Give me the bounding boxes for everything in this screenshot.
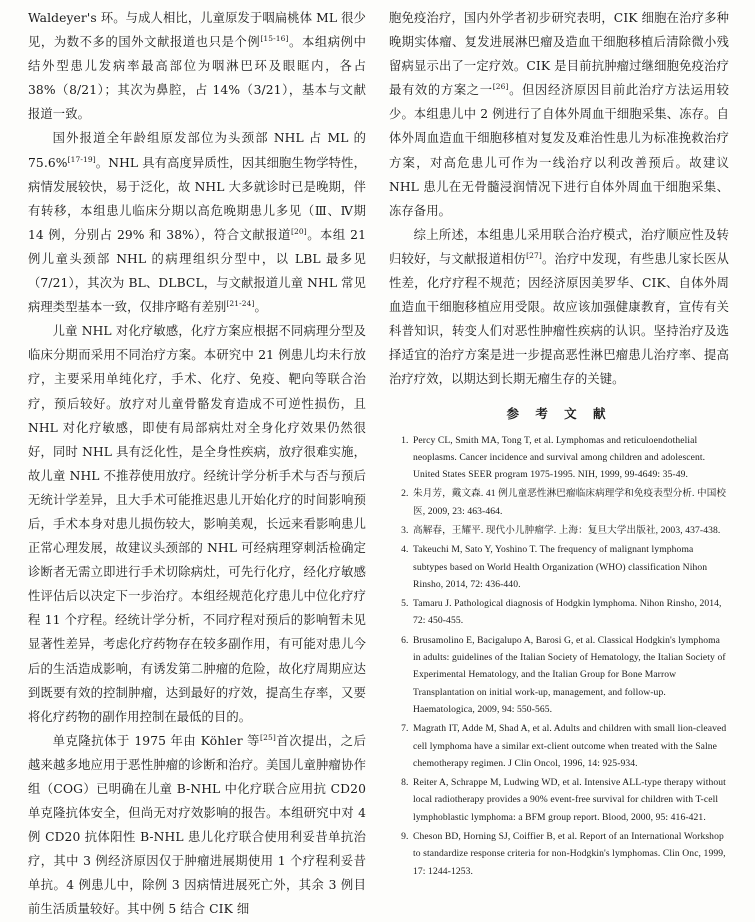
citation[interactable]: [26] (492, 82, 509, 92)
reference-item: 2. 朱月芳，戴文森. 41 例儿童恶性淋巴瘤临床病理学和免疫表型分析. 中国校医, 2009, 23: 463-464. (411, 485, 729, 520)
citation[interactable]: [27] (526, 250, 542, 260)
citation[interactable]: [21-24] (226, 299, 255, 309)
body-text: 。NHL 具有高度异质性，因其细胞生物学特性，病情发展较快，易于泛化，故 NHL 大多就诊时已是晚期，伴有转移，本组患儿临床分期以高危晚期患儿多见（Ⅲ、Ⅳ期 14 例，分别占 29% 和 38%），符合文献报道 (28, 155, 366, 242)
citation[interactable]: [20] (290, 226, 307, 236)
reference-item: 5. Tamaru J. Pathological diagnosis of Hodgkin lymphoma. Nihon Rinsho, 2014, 72: 450-455. (411, 595, 729, 630)
reference-list (389, 432, 729, 880)
body-text: 。治疗中发现，有些患儿家长医从性差，化疗疗程不规范；因经济原因美罗华、CIK、自体外周血造血干细胞移植应用受限。故应该加强健康教育，宣传有关科普知识，转变人们对恶性肿瘤性疾病的认识。坚持治疗及选择适宜的治疗方案是进一步提高恶性淋巴瘤患儿治疗率、提高治疗疗效，以期达到长期无瘤生存的关键。 (389, 251, 729, 387)
body-text: 首次提出，之后越来越多地应用于恶性肿瘤的诊断和治疗。美国儿童肿瘤协作组（COG）已明确在儿童 B-NHL 中化疗联合应用抗 CD20 单克隆抗体安全，但尚无对疗效影响的报告。本组研究中对 4 例 CD20 抗体阳性 B-NHL 患儿化疗联合使用利妥昔单抗治疗，其中 3 例经济原因仅于肿瘤进展期使用 1 个疗程利妥昔单抗。4 例患儿中，除例 3 因病情进展死亡外，其余 3 例目前生活质量较好。其中例 5 结合 CIK 细 (28, 733, 367, 917)
body-text: 。但因经济原因目前此治疗方法运用较少。本组患儿中 2 例进行了自体外周血干细胞采集、冻存。自体外周血造血干细胞移植对复发及难治性患儿为标准挽救治疗方案，对高危患儿可作为一线治疗以利改善预后。故建议 NHL 患儿在无骨髓浸润情况下进行自体外周血干细胞采集、冻存备用。 (389, 83, 729, 218)
references-heading: 参 考 文 献 (506, 405, 612, 421)
reference-item: 1. Percy CL, Smith MA, Tong T, et al. Lymphomas and reticuloendothelial neoplasms. Cancer incidence and survival among children and adolescent. United States SEER program 1975-1995. NIH, 1999, 99-4649: 35-49. (411, 432, 729, 484)
reference-item: 3. 高解春，王耀平. 现代小儿肿瘤学. 上海：复旦大学出版社, 2003, 437-438. (411, 522, 729, 539)
reference-item: 8. Reiter A, Schrappe M, Ludwing WD, et al. Intensive ALL-type therapy without local radiotherapy provides a 90% event-free survival for children with T-cell lymphoblastic lymphoma: a BFM group report. Blood, 2000, 95: 416-421. (411, 774, 729, 826)
left-column (28, 6, 366, 922)
body-text: 单克隆抗体于 1975 年由 Köhler 等 (52, 733, 261, 748)
body-text: 。 (254, 300, 267, 315)
body-text: 。本组病例中结外型患儿发病率最高部位为咽淋巴环及眼眶内，各占 38%（8/21）；其次为鼻腔，占 14%（3/21），基本与文献报道一致。 (28, 35, 366, 122)
paragraph-anatomy (28, 6, 366, 126)
body-text: Waldeyer's 环。与成人相比，儿童原发于咽扁桃体 ML 很少见，为数不多的国外文献报道也只是个例 (28, 11, 366, 50)
reference-item: 6. Brusamolino E, Bacigalupo A, Barosi G, et al. Classical Hodgkin's lymphoma in adults: guidelines of the Italian Society of Hematology, the Italian Society of Experimental Hematology, and the Italian Group for Bone Marrow Transplantation on initial work-up, management, and follow-up. Haematologica, 2009, 94: 550-565. (411, 632, 729, 718)
reference-item: 4. Takeuchi M, Sato Y, Yoshino T. The frequency of malignant lymphoma subtypes based on World Health Organization (WHO) classification Nihon Rinsho, 2014, 72: 436-440. (411, 541, 729, 593)
citation[interactable]: [17-19] (67, 154, 96, 164)
paragraph-conclusion (389, 223, 729, 392)
paragraph-staging (28, 126, 366, 319)
citation[interactable]: [25] (260, 732, 276, 742)
body-text: 国外报道全年龄组原发部位为头颈部 NHL 占 ML 的 75.6% (28, 131, 366, 170)
body-text: 。本组 21 例儿童头颈部 NHL 的病理组织分型中，以 LBL 最多见（7/21），其次为 BL、DLBCL，与文献报道儿童 NHL 常见病理类型基本一致，仅排序略有差别 (28, 227, 367, 315)
paragraph-chemotherapy: 儿童 NHL 对化疗敏感，化疗方案应根据不同病理分型及临床分期而采用不同治疗方案。本研究中 21 例患儿均未行放疗，主要采用单纯化疗，手术、化疗、免疫、靶向等联合治疗，预后较好。放疗对儿童骨骼发育造成不可逆性损伤，且 NHL 对化疗敏感，即使有局部病灶对全身化疗效果仍然很好，同时 NHL 具有泛化性，是全身性疾病，放疗很难实施，故儿童 NHL 不推荐使用放疗。经统计学分析手术与否与预后无统计学差异，且大手术可能推迟患儿开始化疗的时间影响预后，手术本身对患儿损伤较大，影响美观，长远来看影响患儿正常心理发展，故建议头颈部的 NHL 可经病理穿刺活检确定诊断者无需立即进行手术切除病灶，可先行化疗，经化疗敏感性评估后以决定下一步治疗。本组经规范化疗患儿中位化疗疗程 11 个疗程。经统计学分析，不同疗程对预后的影响暂未见显著性差异，考虑化疗药物存在较多副作用，有可能对患儿今后的生活造成影响，有诱发第二肿瘤的危险，故化疗周期应达到既要有效的控制肿瘤，达到最好的疗效，提高生存率，又要将化疗药物的副作用控制在最低的目的。 (28, 324, 366, 724)
right-column (389, 6, 729, 882)
body-text: 综上所述，本组患儿采用联合治疗模式，治疗顺应性及转归较好，与文献报道相仿 (389, 227, 729, 266)
body-text: 胞免疫治疗，国内外学者初步研究表明，CIK 细胞在治疗多种晚期实体瘤、复发进展淋巴瘤及造血干细胞移植后清除微小残留病显示出了一定疗效。CIK 是目前抗肿瘤过继细胞免疫治疗最有效的方案之一 (389, 11, 729, 98)
paragraph-antibody (28, 729, 366, 922)
reference-item: 7. Magrath IT, Adde M, Shad A, et al. Adults and children with small lion-cleaved cell lymphoma have a similar ext-client outcome when treated with the Salne chemotherapy regimen. J Clin Oncol, 1996, 14: 925-934. (411, 720, 729, 772)
citation[interactable]: [15-16] (260, 34, 289, 44)
reference-item: 9. Cheson BD, Horning SJ, Coiffier B, et al. Report of an International Workshop to standardize response criteria for non-Hodgkin's lymphomas. Clin Onc, 1999, 17: 1244-1253. (411, 828, 729, 880)
paragraph-cik (389, 6, 729, 223)
